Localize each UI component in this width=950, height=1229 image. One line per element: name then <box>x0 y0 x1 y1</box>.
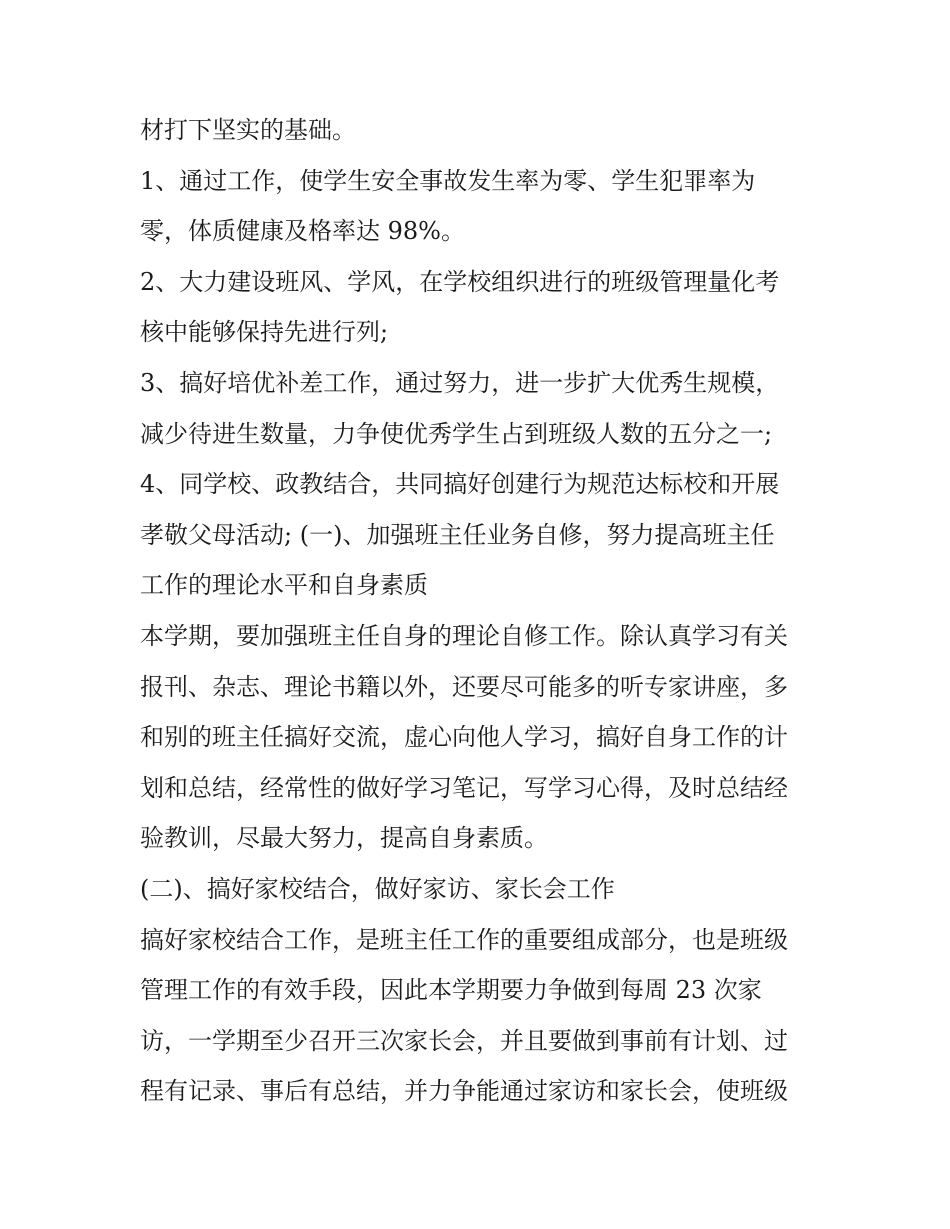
text-line: 零，体质健康及格率达 98%。 <box>140 217 465 246</box>
text-line: 访，一学期至少召开三次家长会，并且要做到事前有计划、过 <box>140 1026 788 1055</box>
text-line: 材打下坚实的基础。 <box>140 116 356 144</box>
text-line: 工作的理论水平和自身素质 <box>140 571 428 600</box>
text-line: 搞好家校结合工作，是班主任工作的重要组成部分，也是班级 <box>140 925 788 954</box>
text-line: 3、搞好培优补差工作，通过努力，进一步扩大优秀生规模， <box>140 369 780 397</box>
text-line: 本学期，要加强班主任自身的理论自修工作。除认真学习有关 <box>140 622 788 650</box>
text-line: 减少待进生数量，力争使优秀学生占到班级人数的五分之一; <box>140 419 773 448</box>
text-line: 1、通过工作，使学生安全事故发生率为零、学生犯罪率为 <box>140 166 756 195</box>
text-line: 划和总结，经常性的做好学习笔记，写学习心得，及时总结经 <box>140 773 788 802</box>
text-line: 和别的班主任搞好交流，虚心向他人学习，搞好自身工作的计 <box>140 723 788 752</box>
text-line: (二)、搞好家校结合，做好家访、家长会工作 <box>140 875 615 903</box>
text-line: 4、同学校、政教结合，共同搞好创建行为规范达标校和开展 <box>140 470 780 499</box>
text-line: 报刊、杂志、理论书籍以外，还要尽可能多的听专家讲座，多 <box>140 672 788 701</box>
text-line: 管理工作的有效手段，因此本学期要力争做到每周 23 次家 <box>140 976 762 1005</box>
text-line: 2、大力建设班风、学风，在学校组织进行的班级管理量化考 <box>140 267 780 296</box>
text-line: 孝敬父母活动; (一)、加强班主任业务自修，努力提高班主任 <box>140 520 775 549</box>
text-line: 核中能够保持先进行列; <box>140 318 389 347</box>
text-line: 验教训，尽最大努力，提高自身素质。 <box>140 824 548 853</box>
text-line: 程有记录、事后有总结，并力争能通过家访和家长会，使班级 <box>140 1077 788 1106</box>
